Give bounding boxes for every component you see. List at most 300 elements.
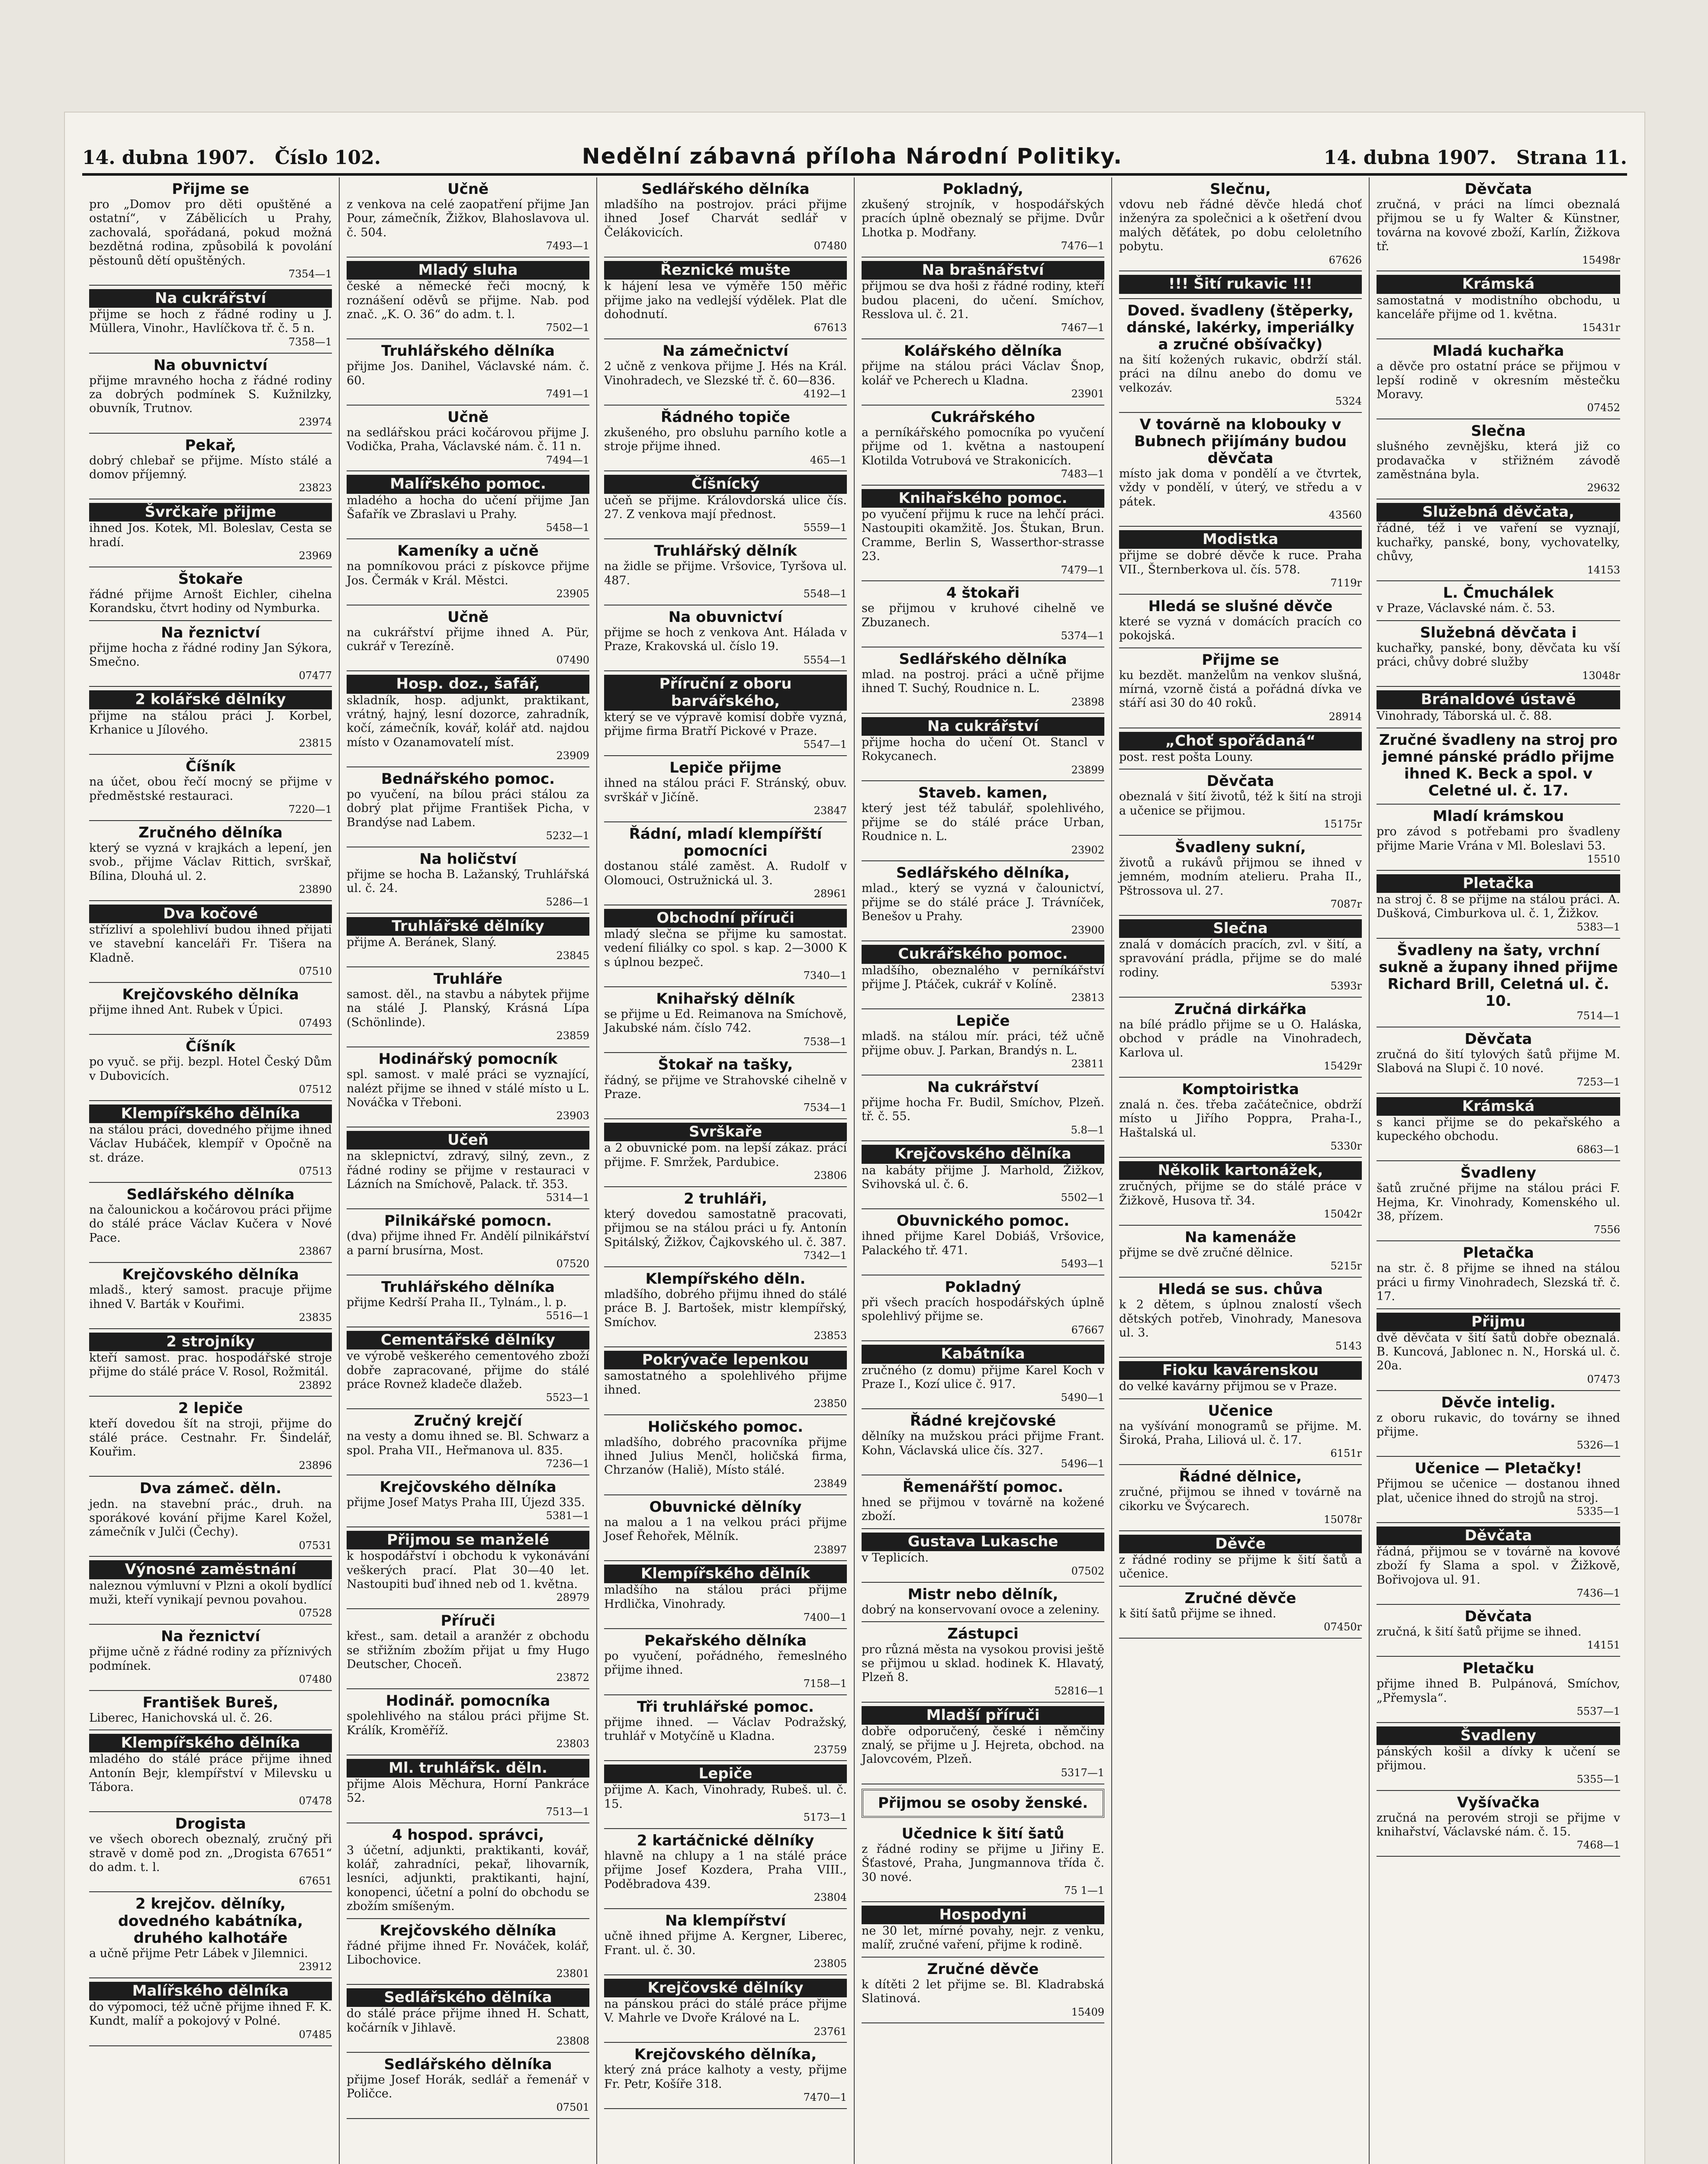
ad-body: přijme se hoch z venkova Ant. Hálada v Praze, Krakovská ul. číslo 19. [604, 625, 847, 654]
classified-ad [604, 987, 847, 1053]
ad-body: dobrý chlebař se přijme. Místo stálé a domov příjemný. [89, 454, 332, 482]
classified-ad [604, 1119, 847, 1187]
ad-body: na str. č. 8 přijme se ihned na stálou práci u firmy Vinohradech, Slezská tř. č. 17. [1377, 1262, 1620, 1304]
classified-ad [347, 1689, 589, 1755]
classified-ad [604, 1347, 847, 1415]
classified-ad [604, 671, 847, 756]
classified-ad [604, 1053, 847, 1119]
classified-ad [1119, 177, 1362, 271]
classified-ad [1119, 1465, 1362, 1531]
ad-body: dobrý na konservovaní ovoce a zeleniny. [862, 1603, 1100, 1617]
issue-number: Číslo 102. [274, 147, 381, 169]
ad-body: spolehlivého na stálou práci přijme St. Králík, Kroměříž. [347, 1710, 589, 1737]
ad-body: kuchařky, panské, bony, děvčata ku vší práci, chůvy dobré služby [1377, 641, 1620, 669]
ad-heading: Na kamenáže [1184, 1228, 1296, 1246]
ad-heading: Řemenářští pomoc. [902, 1478, 1064, 1496]
ad-body: po vyučení přijmu k ruce na lehčí práci. Nastoupiti okamžitě. Jos. Štukan, Brun. Cramme, Berlin S, Wasserthor-strasse 23. [862, 507, 1104, 564]
ad-code: 07480 [299, 1673, 332, 1686]
ad-body: mladšího, obeznalého v perníkářství přijme J. Ptáček, cukrář v Kolíně. [862, 963, 1104, 991]
ad-code: 23847 [814, 805, 847, 817]
ad-body: který se ve výpravě komisí dobře vyzná, přijme firma Bratří Pickové v Praze. [604, 710, 847, 738]
classified-ad [1377, 805, 1620, 871]
ad-code: 7514—1 [1576, 1010, 1620, 1022]
ad-heading: Lepiče [604, 1765, 847, 1783]
ad-code: 7436—1 [1576, 1587, 1620, 1600]
classified-ad [89, 1263, 332, 1329]
ad-heading: Přijme se [1202, 651, 1279, 669]
ad-code: 5490—1 [1061, 1391, 1104, 1404]
ad-code: 23761 [814, 2025, 847, 2038]
ad-body: v Teplicích. [862, 1551, 929, 1565]
ad-body: mladý slečna se přijme ku samostat. vedení filiálky co spol. s kap. 2—3000 K s úplnou bezpeč. [604, 927, 847, 969]
ad-body: ve všech oborech obeznalý, zručný při stravě v domě pod zn. „Drogista 67651“ do adm. t. l. [89, 1832, 332, 1874]
ad-code: 14153 [1587, 564, 1620, 576]
ad-heading: Hodinářský pomocník [378, 1050, 558, 1068]
classified-ad [1377, 1161, 1620, 1241]
classified-ad [1119, 527, 1362, 595]
ad-heading: Truhlářský dělník [654, 542, 797, 560]
ad-body: přijme Jos. Danihel, Václavské nám. č. 60. [347, 360, 589, 387]
ad-body: na vesty a domu ihned se. Bl. Schwarz a spol. Praha VII., Heřmanova ul. 835. [347, 1430, 589, 1457]
ad-body: mladš. na stálou mír. práci, též učně přijme obuv. J. Parkan, Brandýs n. L. [862, 1030, 1104, 1057]
ad-body: na vyšívání monogramů se přijme. M. Široká, Praha, Liliová ul. č. 17. [1119, 1419, 1362, 1447]
ad-heading: 2 strojníky [89, 1333, 332, 1351]
classified-ad [604, 1975, 847, 2043]
classified-ad [862, 177, 1104, 258]
classified-ad [89, 1730, 332, 1812]
ad-code: 5314—1 [546, 1191, 589, 1204]
classified-ad [89, 1101, 332, 1183]
classified-ad [604, 1829, 847, 1909]
ad-body: zkušený strojník, v hospodářských pracích úplně obeznalý se přijme. Dvůr Lhotka p. Modřany. [862, 198, 1104, 239]
ad-heading: Na obuvnictví [153, 356, 268, 374]
ad-heading: 2 truhláři, [684, 1190, 767, 1208]
ad-heading: Zručného dělníka [138, 824, 283, 841]
classified-ad [604, 1187, 847, 1267]
ad-heading: !!! Šití rukavic !!! [1119, 275, 1362, 293]
ad-code: 7534—1 [803, 1101, 847, 1114]
ad-heading: Švrčkaře přijme [89, 503, 332, 522]
ad-body: přijme A. Beránek, Slaný. [347, 935, 497, 949]
ad-code: 7483—1 [1061, 468, 1104, 480]
ad-heading: Dva kočové [89, 905, 332, 923]
ad-heading: Na brašnářství [862, 261, 1104, 280]
ad-code: 07510 [299, 965, 332, 978]
ad-heading: Kabátníka [862, 1345, 1104, 1363]
ad-heading: Holičského pomoc. [647, 1418, 804, 1436]
ad-heading: Krejčovské dělníky [604, 1979, 847, 1997]
classified-ad [89, 821, 332, 901]
ad-body: s kanci přijme se do pekařského a kupeckého obchodu. [1377, 1115, 1620, 1143]
ad-body: pro „Domov pro děti opuštěné a ostatní“, v Zábělicích u Prahy, zachovalá, spořádaná, pokud možná bezdětná rodina, způsobilá k povolání pěstounů dětí opuštěných. [89, 198, 332, 267]
classified-ad [1377, 1523, 1620, 1605]
ad-body: dvě děvčata v šití šatů dobře obeznalá. B. Kuncová, Jablonec n. N., Horská ul. č. 20a. [1377, 1331, 1620, 1373]
ad-body: na sklepnictví, zdravý, silný, zevn., z řádné rodiny se přijme v restauraci v Lázních na Smíchově, Palack. tř. 353. [347, 1150, 589, 1191]
ad-heading: Malířského pomoc. [347, 475, 589, 493]
ad-heading: Obuvnické dělníky [649, 1498, 802, 1516]
ad-code: 23759 [814, 1743, 847, 1756]
classified-ad [1377, 177, 1620, 271]
ad-body: z řádné rodiny se přijme k šití šatů a učenice. [1119, 1553, 1362, 1581]
ad-heading: Krejčovského dělníka [122, 1266, 299, 1284]
ad-body: přijme se hoch z řádné rodiny u J. Müllera, Vinohr., Havlíčkova tř. č. 5 n. [89, 307, 332, 335]
classified-ad [89, 1812, 332, 1892]
classified-ad [347, 1047, 589, 1127]
ad-code: 23835 [299, 1311, 332, 1324]
ad-body: křest., sam. detail a aranžér z obchodu se střižním zbožím přijat u fmy Hugo Deutscher, Choceň. [347, 1629, 589, 1671]
ad-heading: Zručná dirkářka [1174, 1000, 1307, 1018]
ad-body: mladšího na postrojov. práci přijme ihned Josef Charvát sedlář v Čelákovicích. [604, 198, 847, 239]
ad-body: k dítěti 2 let přijme se. Bl. Kladrabská Slatinová. [862, 1977, 1104, 2006]
classified-ad [89, 354, 332, 434]
classified-ad [604, 339, 847, 406]
classified-ad [862, 1958, 1104, 2024]
ad-body: mladš., který samost. pracuje přijme ihned V. Barták v Kouřimi. [89, 1283, 332, 1311]
ad-code: 6151r [1330, 1447, 1362, 1460]
classified-ad [1377, 1605, 1620, 1657]
ad-code: 5554—1 [803, 654, 847, 666]
ad-body: pro závod s potřebami pro švadleny přijme Marie Vrána v Ml. Boleslavi 53. [1377, 825, 1620, 853]
classified-ad [89, 1183, 332, 1263]
classified-ad [347, 1527, 589, 1609]
ad-code: 7494—1 [546, 454, 589, 466]
ad-body: české a německé řeči mocný, k roznášení oděvů se přijme. Nab. pod znač. „K. O. 36“ do adm. t. l. [347, 280, 589, 321]
ad-code: 28979 [556, 1591, 589, 1604]
ad-heading: František Bureš, [142, 1694, 279, 1711]
ad-body: naleznou výmluvní v Plzni a okolí bydlící muži, kteří vynikají pevnou povahou. [89, 1579, 332, 1607]
ad-heading: Sedlářského dělníka [347, 1988, 589, 2007]
classified-ad [1119, 770, 1362, 836]
ad-code: 67626 [1328, 254, 1362, 266]
ad-body: přijme Josef Horák, sedlář a řemenář v Poličce. [347, 2073, 589, 2101]
classified-ad [89, 1329, 332, 1397]
ad-heading: Obchodní příruči [604, 909, 847, 927]
ad-body: slušného zevnějšku, která již co prodavačka v střižném závodě zaměstnána byla. [1377, 440, 1620, 482]
classified-ad [89, 621, 332, 687]
ad-body: k šití šatů přijme se ihned. [1119, 1607, 1277, 1620]
ad-heading: Na řeznictví [161, 1628, 260, 1646]
ad-code: 7158—1 [803, 1677, 847, 1690]
ad-heading: Na klempířství [665, 1912, 786, 1930]
ad-code: 23849 [814, 1477, 847, 1490]
ad-body: hned se přijmou v továrně na kožené zboží. [862, 1495, 1104, 1523]
ad-body: zručná, k šití šatů přijme se ihned. [1377, 1625, 1582, 1639]
ad-body: přijme A. Kach, Vinohrady, Rubeš. ul. č. 15. [604, 1783, 847, 1811]
ad-heading: Dva zámeč. děln. [139, 1480, 282, 1497]
ad-heading: Mistr nebo dělník, [907, 1585, 1058, 1603]
ad-body: jedn. na stavební prác., druh. na sporákové kování přijme Karel Kožel, zámečník v Julči (Čechy). [89, 1497, 332, 1539]
ad-body: přijmou se dva hoši z řádné rodiny, kteří budou placeni, do učení. Smíchov, Resslova ul. č. 21. [862, 280, 1104, 321]
classified-ad [604, 822, 847, 905]
ad-code: 07502 [1071, 1565, 1104, 1578]
classified-ad [347, 1409, 589, 1475]
ad-heading: Švadleny na šaty, vrchní sukně a župany ihned přijme Richard Brill, Celetná ul. č. 10. [1379, 941, 1618, 1010]
ad-heading: Přijme se [172, 180, 249, 198]
ad-heading: Mladí krámskou [1432, 808, 1564, 825]
ad-code: 5330r [1330, 1140, 1362, 1153]
ad-heading: Bednářského pomoc. [381, 770, 555, 788]
ad-heading: Truhláře [433, 970, 503, 988]
ad-heading: 2 kolářské dělníky [89, 690, 332, 709]
ad-code: 5381—1 [546, 1510, 589, 1522]
ad-heading: Krejčovského dělníka [122, 985, 299, 1003]
ad-heading: Učenice — Pletačky! [1415, 1460, 1582, 1478]
ad-body: místo jak doma v pondělí a ve čtvrtek, vždy v pondělí, v úterý, ve středu a v pátek. [1119, 467, 1362, 509]
classified-ad [347, 1127, 589, 1209]
ad-body: mladého a hocha do učení přijme Jan Šafařík ve Zbraslavi u Prahy. [347, 493, 589, 521]
ad-code: 75 1—1 [1064, 1884, 1104, 1897]
ad-heading: Učně [447, 408, 489, 426]
ad-body: se přijme u Ed. Reimanova na Smíchově, Jakubské nám. číslo 742. [604, 1007, 847, 1035]
ad-code: 07512 [299, 1083, 332, 1096]
ad-code: 5143 [1335, 1340, 1362, 1352]
ad-body: po vyučení, na bílou práci stálou za dobrý plat přijme František Picha, v Brandýse nad Labem. [347, 788, 589, 829]
ad-body: zručné, přijmou se ihned v továrně na cikorku ve Švýcarech. [1119, 1485, 1362, 1513]
classified-ad [1377, 419, 1620, 499]
classified-ad [89, 1978, 332, 2046]
ad-body: dělníky na mužskou práci přijme Frant. Kohn, Václavská ulice čís. 327. [862, 1430, 1104, 1457]
classified-ad [862, 1341, 1104, 1409]
classified-ad [347, 406, 589, 472]
ad-heading: Švadleny [1377, 1726, 1620, 1745]
ad-code: 23801 [556, 1967, 589, 1980]
classified-ad [89, 1892, 332, 1978]
ad-body: zkušeného, pro obsluhu parního kotle a stroje přijme ihned. [604, 425, 847, 454]
ad-body: hlavně na chlupy a 1 na stálé práce přijme Josef Kozdera, Praha VIII., Poděbradova 439. [604, 1849, 847, 1891]
ad-code: 5502—1 [1061, 1191, 1104, 1204]
ad-heading: Příruči [441, 1612, 495, 1630]
classified-ad [1119, 1358, 1362, 1399]
ad-code: 5374—1 [1061, 630, 1104, 642]
ad-body: znalá n. čes. třeba začátečnice, obdrží místo u Jiřího Poppra, Praha-I., Haštalská ul. [1119, 1098, 1362, 1140]
classified-ad [862, 1822, 1104, 1902]
ad-code: 23867 [299, 1245, 332, 1258]
ad-heading: 2 krejčov. dělníky, dovedného kabátníka, druhého kalhotáře [118, 1895, 303, 1947]
ad-code: 5355—1 [1576, 1773, 1620, 1785]
ad-code: 7340—1 [803, 969, 847, 982]
ad-code: 5215r [1330, 1260, 1362, 1272]
ad-code: 13048r [1582, 669, 1620, 682]
ad-body: Přijmou se učenice — dostanou ihned plat, učenice ihned do strojů na stroj. [1377, 1477, 1620, 1505]
ad-heading: Truhlářského dělníka [381, 1278, 555, 1296]
ad-heading: 4 štokaři [946, 584, 1020, 602]
classified-ad [347, 1209, 589, 1275]
ad-heading: Učenice [1208, 1402, 1273, 1420]
classified-ad [604, 1629, 847, 1695]
ad-code: 7538—1 [803, 1035, 847, 1048]
ad-code: 07490 [556, 654, 589, 666]
ad-code: 5523—1 [546, 1391, 589, 1404]
ad-heading: Krejčovského dělníka [380, 1922, 556, 1939]
date-right: 14. dubna 1907. [1323, 147, 1496, 169]
ad-code: 465—1 [810, 454, 847, 466]
ad-heading: Svrškaře [604, 1123, 847, 1141]
ad-code: 5317—1 [1061, 1766, 1104, 1779]
ad-heading: Vyšívačka [1457, 1794, 1540, 1811]
ad-body: na čalounickou a kočárovou práci přijme do stálé práce Václav Kučera v Nové Pace. [89, 1203, 332, 1245]
classified-ad [89, 1557, 332, 1625]
ad-heading: Zručný krejčí [414, 1412, 522, 1430]
ad-heading: Služebná děvčata, [1377, 503, 1620, 522]
ad-heading: Lepiče přijme [669, 759, 782, 777]
ad-body: pánských košil a dívky k učení se přijmou. [1377, 1745, 1620, 1773]
ad-body: a perníkářského pomocníka po vyučení přijme od 1. května a nastoupení Klotilda Votrubová ve Strakonicích. [862, 425, 1104, 467]
ad-heading: Několik kartonážek, [1119, 1161, 1362, 1180]
ad-code: 43560 [1328, 509, 1362, 522]
classified-ad [862, 1076, 1104, 1142]
classified-ad [862, 1622, 1104, 1702]
ad-code: 23898 [1071, 696, 1104, 708]
ad-code: 5547—1 [803, 738, 847, 751]
ad-code: 07473 [1587, 1373, 1620, 1385]
ad-body: k 2 dětem, s úplnou znalostí všech dětských potřeb, Vinohrady, Manesova ul. 3. [1119, 1298, 1362, 1340]
ad-heading: Pilnikářské pomocn. [384, 1212, 552, 1230]
ad-code: 23912 [299, 1961, 332, 1973]
classified-ad [1377, 1391, 1620, 1457]
ad-heading: Na obuvnictví [668, 608, 783, 626]
ad-body: přijme se dvě zručné dělnice. [1119, 1246, 1293, 1259]
ad-code: 07501 [556, 2101, 589, 2113]
ad-code: 5516—1 [546, 1310, 589, 1322]
ad-heading: Truhlářské dělníky [347, 917, 589, 936]
ad-code: 23845 [556, 950, 589, 962]
classified-ad [862, 647, 1104, 714]
ad-body: které se vyzná v domácích pracích co pokojská. [1119, 615, 1362, 643]
ad-body: životů a rukávů přijmou se ihned v jemném, modním atelieru. Praha II., Pštrossova ul. 27. [1119, 856, 1362, 898]
ad-code: 7493—1 [546, 240, 589, 252]
ad-heading: Cementářské dělníky [347, 1331, 589, 1349]
ad-body: Vinohrady, Táborská ul. č. 88. [1377, 709, 1552, 723]
classified-ad [604, 905, 847, 987]
ad-code: 5393r [1330, 980, 1362, 992]
classified-ad [347, 1919, 589, 1985]
ad-body: obeznalá v šití životů, též k šití na stroji a učenice se přijmou. [1119, 790, 1362, 818]
classified-ad [1377, 581, 1620, 621]
ad-body: přijme hocha z řádné rodiny Jan Sýkora, Smečno. [89, 641, 332, 669]
ad-body: který zná práce kalhoty a vesty, přijme Fr. Petr, Košíře 318. [604, 2063, 847, 2091]
classified-ad [604, 1267, 847, 1347]
ad-heading: Číšník [185, 1038, 236, 1056]
classified-ad [89, 1397, 332, 1477]
ad-heading: Mladá kuchařka [1432, 342, 1564, 360]
ad-body: přijme na stálou práci J. Korbel, Krhanice u Jílového. [89, 709, 332, 737]
classified-ad [347, 258, 589, 339]
classified-ad [1377, 499, 1620, 581]
ad-heading: Klempířského děln. [645, 1270, 806, 1288]
ad-body: na cukrářství přijme ihned A. Pür, cukrář v Terezíně. [347, 625, 589, 654]
ad-body: přijme ihned B. Pulpánová, Smíchov, „Přemysla“. [1377, 1677, 1620, 1705]
ad-body: zručného (z domu) přijme Karel Koch v Praze I., Kozí ulice č. 917. [862, 1363, 1104, 1391]
ad-code: 23901 [1071, 388, 1104, 400]
ad-code: 15429r [1324, 1060, 1362, 1072]
ad-body: zručná do šití tylových šatů přijme M. Slabová na Slupi č. 10 nové. [1377, 1047, 1620, 1076]
columns-container [82, 177, 1627, 2164]
ad-heading: Cukrářského pomoc. [862, 945, 1104, 963]
ad-code: 23909 [556, 750, 589, 762]
ad-heading: Děvčata [1206, 773, 1274, 790]
ad-body: k hájení lesa ve výměře 150 měřic přijme jako na vedlejší výdělek. Plat dle dohodnutí. [604, 280, 847, 321]
ad-heading: Hodinář. pomocníka [386, 1692, 550, 1710]
classified-ad [862, 258, 1104, 339]
ad-body: na stálou práci, dovednéhо přijme ihned Václav Hubáček, klempíř v Opočně na st. dráze. [89, 1123, 332, 1165]
ad-code: 67667 [1071, 1324, 1104, 1336]
ad-heading: Knihařského pomoc. [862, 489, 1104, 508]
ad-code: 5493—1 [1061, 1258, 1104, 1270]
ad-body: z venkova na celé zaopatření přijme Jan Pour, zámečník, Žižkov, Blahoslavova ul. č. 504. [347, 198, 589, 239]
classified-ad [862, 1141, 1104, 1209]
ad-code: 5383—1 [1576, 921, 1620, 933]
ad-body: samostatného a spolehlivého přijme ihned. [604, 1369, 847, 1397]
classified-ad [1119, 1399, 1362, 1465]
ad-body: přijme učně z řádné rodiny za příznivých podmínek. [89, 1645, 332, 1673]
ad-body: přijme Kedrší Praha II., Tylnám., l. p. [347, 1295, 567, 1309]
ad-heading: Pekař, [185, 436, 236, 454]
ad-code: 7491—1 [546, 388, 589, 400]
classified-ad [1119, 595, 1362, 648]
ad-body: zručná, v práci na límci obeznalá přijmou se u fy Walter & Künstner, továrna na kovové zboží, Karlín, Žižkova tř. [1377, 198, 1620, 254]
classified-ad [347, 1755, 589, 1823]
ad-body: 2 učně z venkova přijme J. Hés na Král. Vinohradech, ve Slezské tř. č. 60—836. [604, 360, 847, 387]
ad-code: 7479—1 [1061, 564, 1104, 576]
ad-code: 5326—1 [1576, 1439, 1620, 1452]
ad-code: 5559—1 [803, 522, 847, 534]
ad-body: učně ihned přijme A. Kergner, Liberec, Frant. ul. č. 30. [604, 1929, 847, 1957]
ad-heading: Krámská [1377, 1097, 1620, 1116]
classified-ad [1119, 1226, 1362, 1278]
column-3 [597, 177, 855, 2164]
ad-code: 5286—1 [546, 895, 589, 908]
ad-code: 5537—1 [1576, 1705, 1620, 1718]
ad-body: dobře odporučený, české i němčiny znalý, se přijme u J. Hejreta, obchod. na Jalovcovém, Plzeň. [862, 1724, 1104, 1766]
ad-code: 23903 [556, 1110, 589, 1122]
classified-ad [862, 714, 1104, 782]
ad-body: zručných, přijme se do stálé práce v Žižkově, Husova tř. 34. [1119, 1180, 1362, 1208]
column-2 [340, 177, 597, 2164]
ad-heading: Švadleny [1460, 1164, 1536, 1182]
ad-heading: Řádného topiče [661, 408, 790, 426]
ad-heading: Řeznické mušte [604, 261, 847, 280]
ad-code: 5548—1 [803, 588, 847, 600]
classified-ad [862, 486, 1104, 581]
classified-ad [347, 339, 589, 406]
ad-body: a 2 obuvnické pom. na lepší zákaz. prácí přijme. F. Smržek, Pardubice. [604, 1141, 847, 1169]
ad-code: 7400—1 [803, 1611, 847, 1624]
classified-ad [862, 1275, 1104, 1342]
ad-code: 23850 [814, 1397, 847, 1410]
classified-ad [347, 1327, 589, 1409]
classified-ad [347, 1823, 589, 1919]
ad-heading: Přijmou se osoby ženské. [878, 1794, 1088, 1812]
ad-heading: Učně [447, 608, 489, 626]
ad-body: přijme se dobré děvče k ruce. Praha VII., Šternberkova ul. čís. 578. [1119, 549, 1362, 576]
classified-ad [862, 1902, 1104, 1958]
ad-code: 7342—1 [803, 1249, 847, 1262]
header-date-left [82, 147, 381, 169]
ad-heading: Knihařský dělník [656, 990, 795, 1008]
ad-heading: Klempířského dělníka [89, 1734, 332, 1752]
ad-heading: Děvčata [1464, 180, 1532, 198]
ad-body: šatů zručné přijme na stálou práci F. Hejma, Kr. Vinohrady, Komenského ul. 38, přízem. [1377, 1182, 1620, 1224]
ad-code: 23890 [299, 883, 332, 896]
ad-heading: Cukrářského [931, 408, 1035, 426]
classified-ad [862, 1409, 1104, 1475]
ad-heading: Děvčata [1464, 1607, 1532, 1625]
ad-heading: Ml. truhlářsk. děln. [347, 1759, 589, 1778]
ad-body: samostatná v modistního obchodu, u kanceláře přijme od 1. května. [1377, 293, 1620, 321]
classified-ad [1377, 939, 1620, 1027]
ad-body: k hospodářství i obchodu k vykonávání veškerých prací. Plat 30—40 let. Nastoupiti buď ihned neb od 1. května. [347, 1549, 589, 1591]
ad-body: mladšího na stálou práci přijme Hrdlička, Vinohrady. [604, 1583, 847, 1611]
